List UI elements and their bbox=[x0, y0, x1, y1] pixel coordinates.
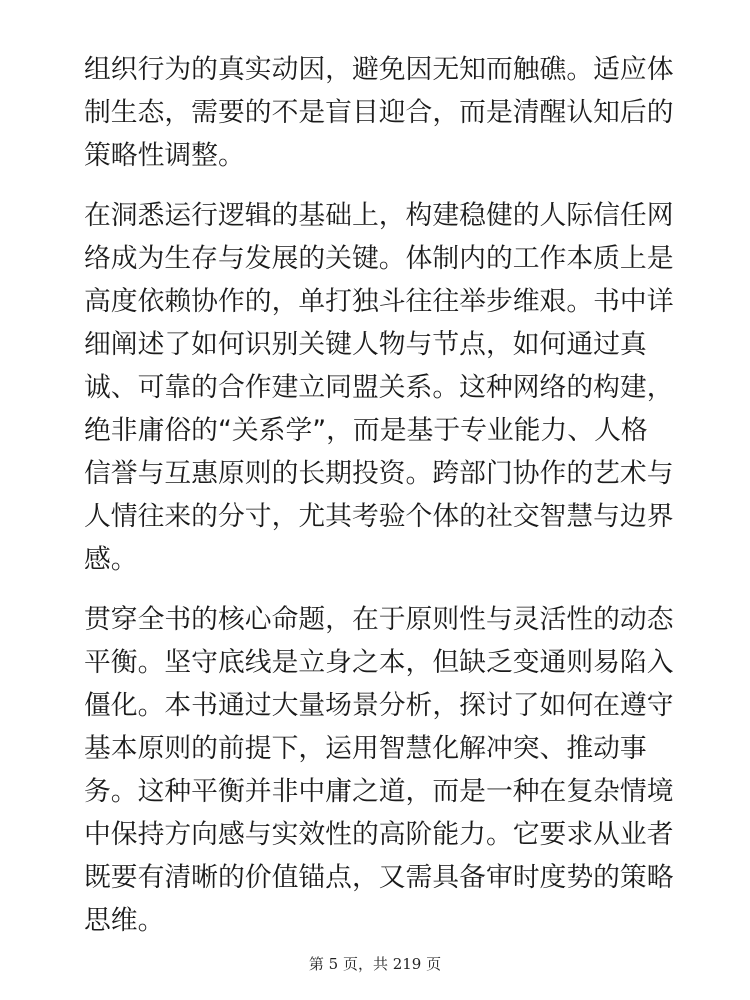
text-line: 在洞悉运行逻辑的基础上，构建稳健的人际信任网 bbox=[84, 200, 674, 231]
text-line: 务。这种平衡并非中庸之道，而是一种在复杂情境 bbox=[84, 776, 674, 807]
text-line: 诚、可靠的合作建立同盟关系。这种网络的构建， bbox=[84, 372, 674, 403]
text-line: 平衡。坚守底线是立身之本，但缺乏变通则易陷入 bbox=[84, 647, 674, 678]
text-line: 人情往来的分寸，尤其考验个体的社交智慧与边界 bbox=[84, 501, 674, 532]
page-number-footer: 第 5 页，共 219 页 bbox=[308, 955, 442, 973]
text-line: 感。 bbox=[84, 544, 138, 575]
body-text bbox=[84, 48, 702, 959]
paragraph-3 bbox=[84, 598, 702, 942]
text-line: 细阐述了如何识别关键人物与节点，如何通过真 bbox=[84, 329, 647, 360]
text-line: 组织行为的真实动因，避免因无知而触礁。适应体 bbox=[84, 54, 674, 85]
text-line: 绝非庸俗的“关系学”，而是基于专业能力、人格 bbox=[84, 415, 648, 446]
text-line: 既要有清晰的价值锚点，又需具备审时度势的策略 bbox=[84, 862, 674, 893]
text-line: 贯穿全书的核心命题，在于原则性与灵活性的动态 bbox=[84, 604, 674, 635]
text-line: 策略性调整。 bbox=[84, 140, 245, 171]
text-line: 信誉与互惠原则的长期投资。跨部门协作的艺术与 bbox=[84, 458, 674, 489]
text-line: 制生态，需要的不是盲目迎合，而是清醒认知后的 bbox=[84, 97, 674, 128]
paragraph-2 bbox=[84, 194, 702, 581]
text-line: 高度依赖协作的，单打独斗往往举步维艰。书中详 bbox=[84, 286, 674, 317]
text-line: 中保持方向感与实效性的高阶能力。它要求从业者 bbox=[84, 819, 674, 850]
text-line: 基本原则的前提下，运用智慧化解冲突、推动事 bbox=[84, 733, 647, 764]
text-line: 僵化。本书通过大量场景分析，探讨了如何在遵守 bbox=[84, 690, 674, 721]
text-line: 思维。 bbox=[84, 905, 165, 936]
text-line: 络成为生存与发展的关键。体制内的工作本质上是 bbox=[84, 243, 674, 274]
paragraph-1 bbox=[84, 48, 702, 177]
